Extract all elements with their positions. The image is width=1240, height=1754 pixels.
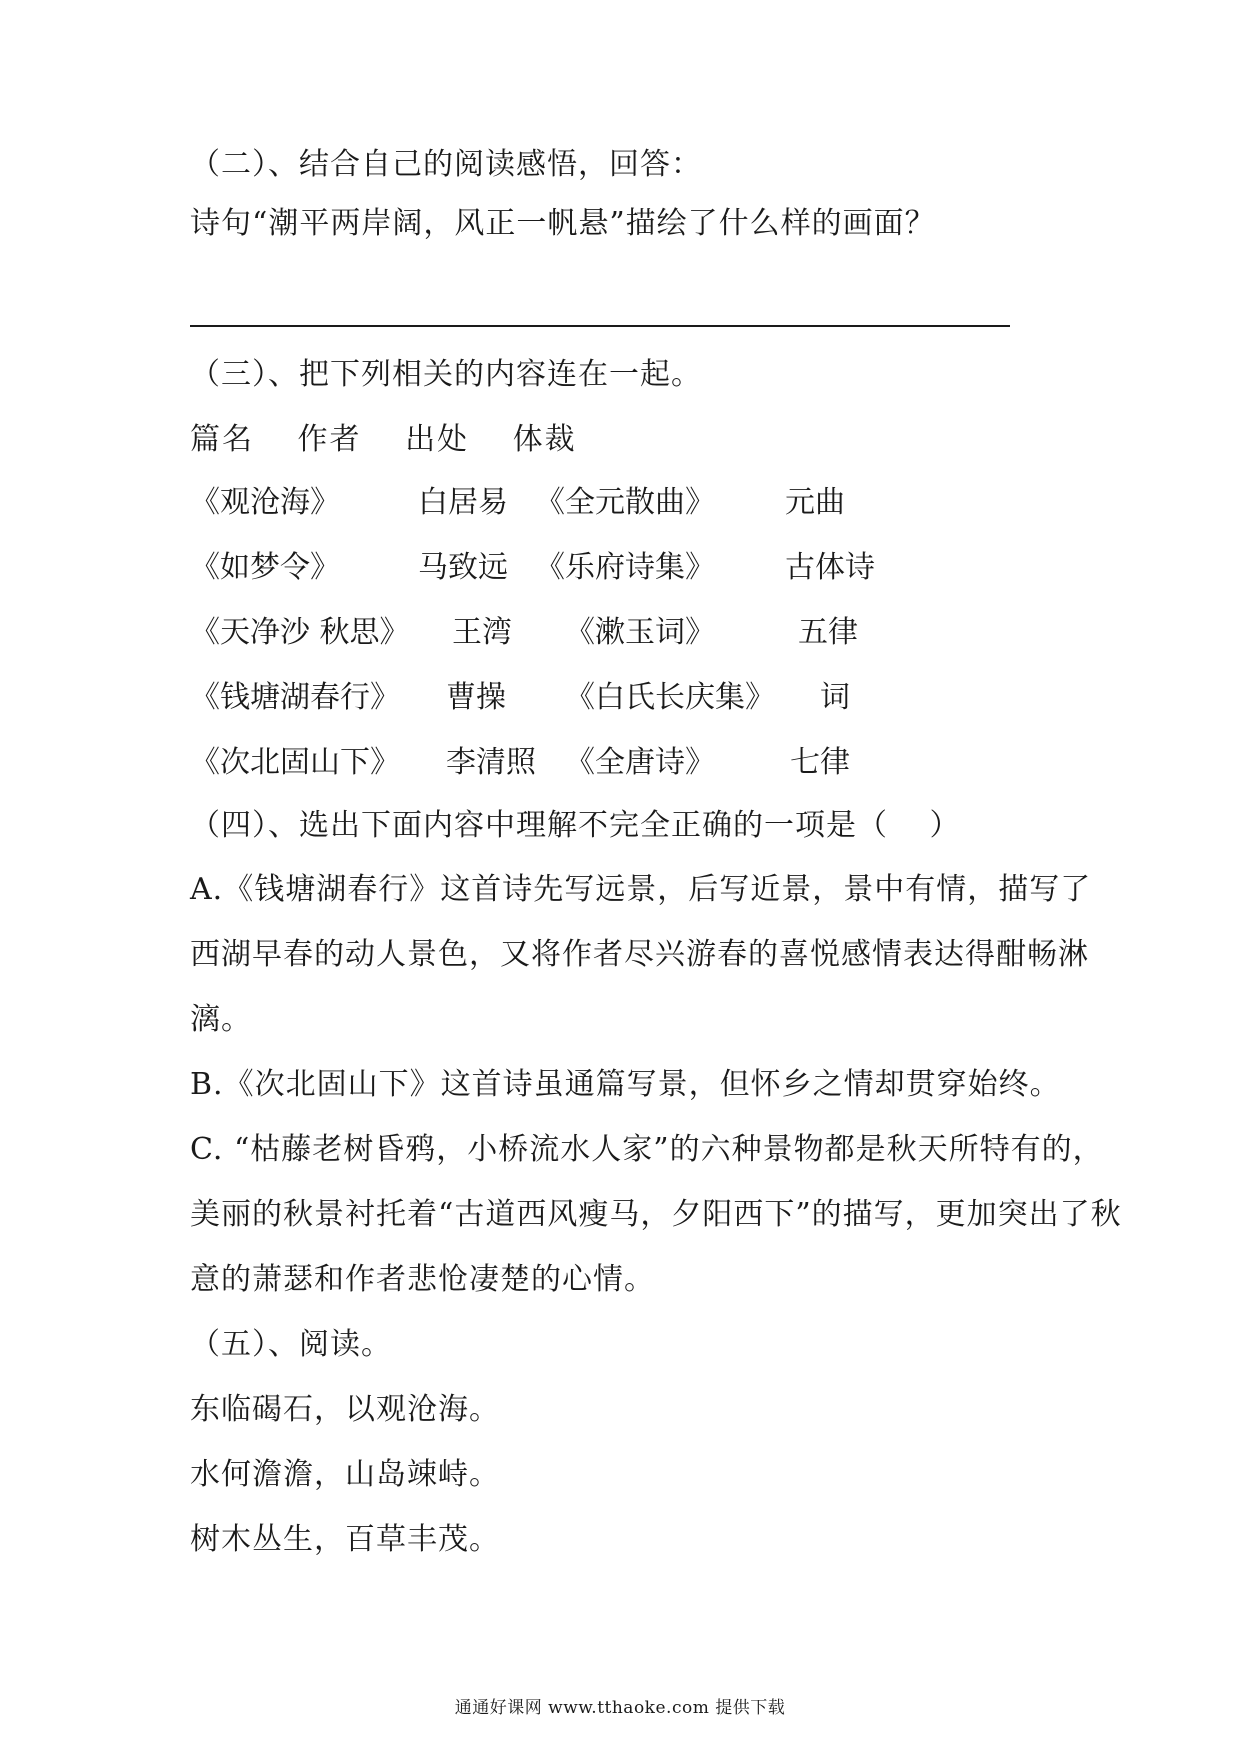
poem-title: 《天净沙 秋思》 — [190, 615, 410, 650]
section-5-heading: （五）、阅读。 — [190, 1327, 392, 1362]
poem-genre: 词 — [820, 680, 850, 715]
section-2-question: 诗句“潮平两岸阔，风正一帆悬”描绘了什么样的画面？ — [190, 206, 936, 241]
section-2-heading: （二）、结合自己的阅读感悟，回答： — [190, 147, 702, 182]
section-4-heading: （四）、选出下面内容中理解不完全正确的一项是（ ） — [190, 808, 961, 843]
option-c-line: C. “枯藤老树昏鸦，小桥流水人家”的六种景物都是秋天所特有的， — [190, 1132, 1104, 1167]
poem-source: 《乐府诗集》 — [535, 550, 715, 585]
poem-title: 《观沧海》 — [190, 485, 340, 520]
poem-author: 马致远 — [418, 550, 508, 585]
option-b: B.《次北固山下》这首诗虽通篇写景，但怀乡之情却贯穿始终。 — [190, 1067, 1061, 1102]
option-a-line: 西湖早春的动人景色，又将作者尽兴游春的喜悦感情表达得酣畅淋 — [190, 937, 1089, 972]
poem-author: 王湾 — [452, 615, 512, 650]
poem-source: 《漱玉词》 — [565, 615, 715, 650]
option-c-line: 意的萧瑟和作者悲怆凄楚的心情。 — [190, 1262, 655, 1297]
option-c-line: 美丽的秋景衬托着“古道西风瘦马，夕阳西下”的描写，更加突出了秋 — [190, 1197, 1122, 1232]
poem-genre: 七律 — [790, 745, 850, 780]
poem-genre: 元曲 — [785, 485, 845, 520]
poem-line: 水何澹澹，山岛竦峙。 — [190, 1457, 500, 1492]
poem-source: 《全唐诗》 — [565, 745, 715, 780]
poem-genre: 古体诗 — [785, 550, 875, 585]
poem-line: 东临碣石，以观沧海。 — [190, 1392, 500, 1427]
poem-title: 《如梦令》 — [190, 550, 340, 585]
answer-line — [190, 325, 1010, 327]
option-a-line: A.《钱塘湖春行》这首诗先写远景，后写近景，景中有情，描写了 — [190, 872, 1092, 907]
section-3-heading: （三）、把下列相关的内容连在一起。 — [190, 357, 702, 392]
match-table-header: 篇名 作者 出处 体裁 — [190, 422, 577, 457]
poem-author: 李清照 — [446, 745, 536, 780]
poem-title: 《次北固山下》 — [190, 745, 400, 780]
poem-line: 树木丛生，百草丰茂。 — [190, 1522, 500, 1557]
poem-author: 白居易 — [418, 485, 508, 520]
poem-source: 《白氏长庆集》 — [565, 680, 775, 715]
poem-genre: 五律 — [798, 615, 858, 650]
poem-title: 《钱塘湖春行》 — [190, 680, 400, 715]
poem-source: 《全元散曲》 — [535, 485, 715, 520]
page-footer: 通通好课网 www.tthaoke.com 提供下载 — [454, 1698, 786, 1718]
option-a-line: 漓。 — [190, 1002, 252, 1037]
poem-author: 曹操 — [446, 680, 506, 715]
